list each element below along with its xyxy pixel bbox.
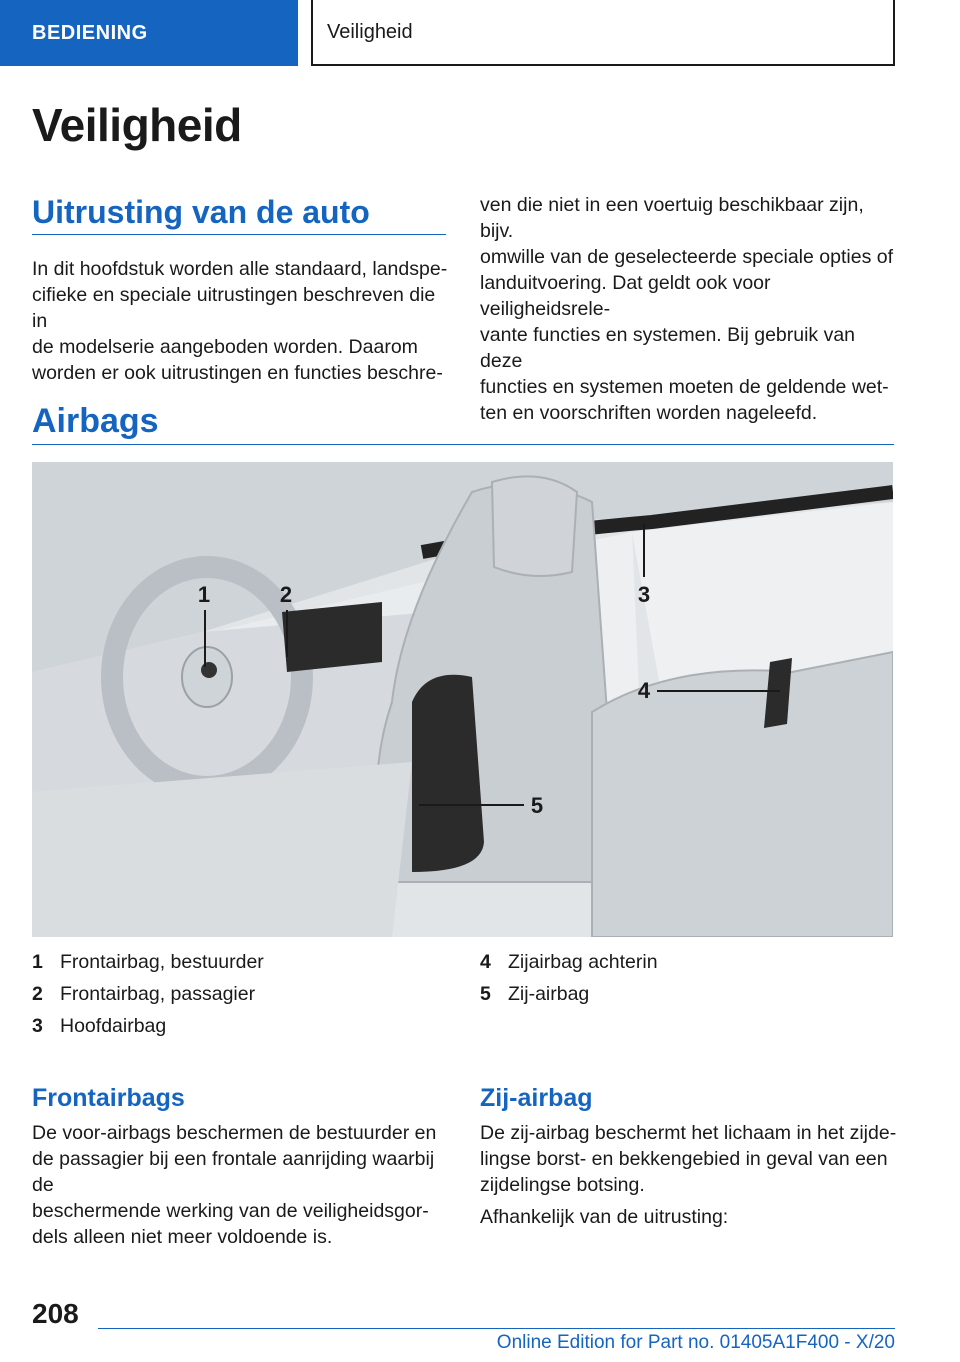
legend-left xyxy=(32,946,452,1042)
frontairbags-line: dels alleen niet meer voldoende is. xyxy=(32,1226,333,1248)
intro-left-line: In dit hoofdstuk worden alle standaard, landspe‐ xyxy=(32,258,448,280)
header-section-label: BEDIENING xyxy=(32,21,148,44)
legend-number: 4 xyxy=(480,951,491,973)
intro-right-line: landuitvoering. Dat geldt ook voor veiligheidsrele‐ xyxy=(480,272,771,320)
legend-number: 2 xyxy=(32,983,43,1005)
intro-left-line: de modelserie aangeboden worden. Daarom xyxy=(32,336,418,358)
callout-2: 2 xyxy=(279,582,293,607)
intro-paragraph-left xyxy=(32,256,452,386)
legend-right xyxy=(480,946,900,1010)
zijairbag-line: zijdelingse botsing. xyxy=(480,1174,645,1196)
section-title-equipment: Uitrusting van de auto xyxy=(32,194,370,230)
frontairbags-line: de passagier bij een frontale aanrijding waarbij de xyxy=(32,1148,435,1196)
callout-5: 5 xyxy=(530,793,544,818)
section-title-airbags: Airbags xyxy=(32,402,159,440)
intro-right-line: functies en systemen moeten de geldende wet‐ xyxy=(480,376,889,398)
callout-3: 3 xyxy=(637,582,651,607)
page-title: Veiligheid xyxy=(32,99,242,151)
legend-number: 5 xyxy=(480,983,491,1005)
subsection-title-frontairbags: Frontairbags xyxy=(32,1084,185,1112)
footer-rule xyxy=(98,1328,895,1329)
intro-paragraph-right xyxy=(480,192,900,426)
frontairbags-line: beschermende werking van de veiligheidsgor‐ xyxy=(32,1200,429,1222)
header-section-tab xyxy=(0,0,298,66)
legend-label: Hoofdairbag xyxy=(60,1015,167,1037)
legend-number: 1 xyxy=(32,951,43,973)
car-interior-drawing xyxy=(32,462,893,937)
zijairbag-paragraph xyxy=(480,1120,900,1198)
legend-item xyxy=(480,946,900,978)
header-chapter-box xyxy=(311,0,895,66)
airbag-illustration xyxy=(32,462,893,937)
page-number: 208 xyxy=(32,1298,79,1329)
callout-1: 1 xyxy=(197,582,211,607)
legend-label: Zij-airbag xyxy=(508,983,590,1005)
footer-edition: Online Edition for Part no. 01405A1F400 - X/20 xyxy=(496,1332,895,1353)
section-rule-airbags xyxy=(32,444,894,445)
zijairbag-line: De zij-airbag beschermt het lichaam in het zijde‐ xyxy=(480,1122,897,1144)
header-chapter-label: Veiligheid xyxy=(327,20,413,43)
intro-right-line: ten en voorschriften worden nageleefd. xyxy=(480,402,818,424)
legend-number: 3 xyxy=(32,1015,43,1037)
intro-left-line: worden er ook uitrustingen en functies beschre‐ xyxy=(32,362,443,384)
legend-label: Zijairbag achterin xyxy=(508,951,658,973)
frontairbags-line: De voor-airbags beschermen de bestuurder en xyxy=(32,1122,437,1144)
legend-label: Frontairbag, bestuurder xyxy=(60,951,264,973)
legend-item xyxy=(32,978,452,1010)
intro-right-line: vante functies en systemen. Bij gebruik van deze xyxy=(480,324,856,372)
zijairbag-note: Afhankelijk van de uitrusting: xyxy=(480,1206,729,1228)
intro-right-line: omwille van de geselecteerde speciale opties of xyxy=(480,246,893,268)
intro-left-line: cifieke en speciale uitrustingen beschreven die in xyxy=(32,284,436,332)
legend-item xyxy=(32,1010,452,1042)
intro-right-line: ven die niet in een voertuig beschikbaar zijn, bijv. xyxy=(480,194,864,242)
legend-item xyxy=(32,946,452,978)
zijairbag-line: lingse borst- en bekkengebied in geval van een xyxy=(480,1148,888,1170)
subsection-title-zijairbag: Zij-airbag xyxy=(480,1084,593,1112)
frontairbags-paragraph xyxy=(32,1120,457,1250)
section-rule-equipment xyxy=(32,234,446,235)
legend-item xyxy=(480,978,900,1010)
legend-label: Frontairbag, passagier xyxy=(60,983,256,1005)
callout-4: 4 xyxy=(637,678,651,703)
